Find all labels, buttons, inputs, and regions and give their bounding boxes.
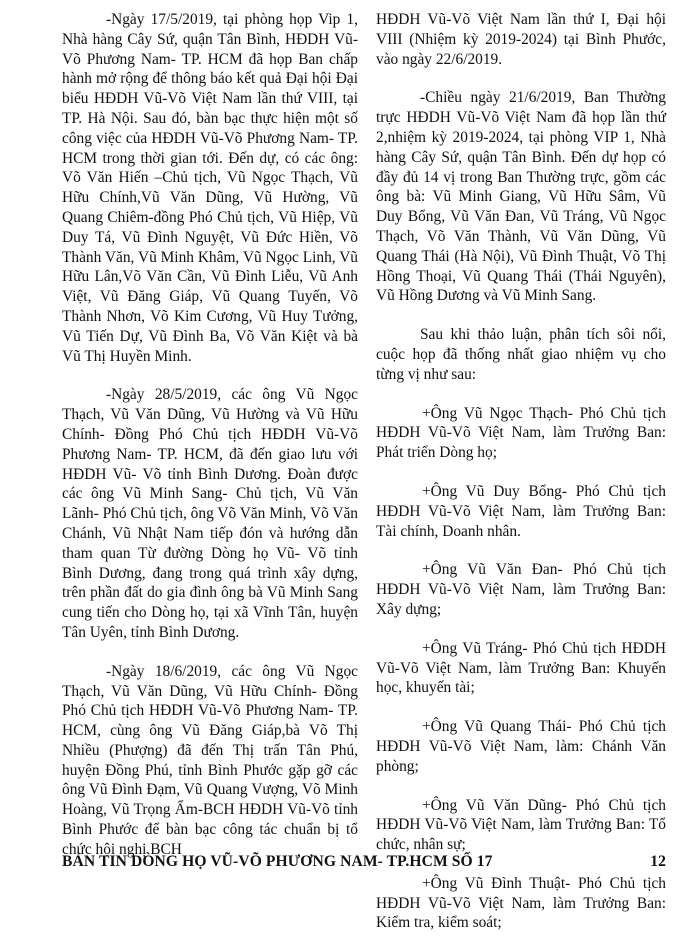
assignment-item: +Ông Vũ Văn Đan- Phó Chủ tịch HĐDH Vũ-Võ Việt Nam, làm Trưởng Ban: Xây dựng; [376, 561, 666, 618]
continued-paragraph: HĐDH Vũ-Võ Việt Nam lần thứ I, Đại hội VIII (Nhiệm kỳ 2019-2024) tại Bình Phước, vào ngày 22/6/2019. [376, 11, 666, 68]
news-item-may-17: -Ngày 17/5/2019, tại phòng họp Vip 1, Nhà hàng Cây Sứ, quận Tân Bình, HĐDH Vũ-Võ Phương Nam- TP. HCM đã họp Ban chấp hành mở rộng để thông báo kết quả Đại hội Đại biểu HĐDH Vũ-Võ Việt Nam lần thứ VIII, tại TP. Hà Nội. Sau đó, bàn bạc thực hiện một số công việc của HĐDH Vũ-Võ Phương Nam- TP. HCM trong thời gian tới. Đến dự, có các ông: Võ Văn Hiến –Chủ tịch, Vũ Ngọc Thạch, Vũ Hữu Chính,Vũ Văn Dũng, Vũ Hường, Vũ Quang Chiêm-đồng Phó Chủ tịch, Vũ Hiệp, Vũ Duy Tá, Vũ Đình Nguyệt, Vũ Đức Hiền, Võ Thành Văn, Vũ Minh Khâm, Vũ Ngọc Linh, Vũ Hữu Lân,Võ Văn Cần, Vũ Đình Liễu, Vũ Anh Việt, Vũ Đăng Giáp, Vũ Quang Tuyến, Võ Thành Nhơn, Võ Kim Cương, Vũ Huy Tưởng, Vũ Tiến Dự, Vũ Đình Ba, Võ Văn Kiệt và bà Vũ Thị Huyền Minh. [62, 11, 358, 365]
page-footer [62, 853, 666, 871]
assignment-item: +Ông Vũ Duy Bổng- Phó Chủ tịch HĐDH Vũ-Võ Việt Nam, làm Trưởng Ban: Tài chính, Doanh nhân. [376, 482, 666, 540]
assignment-item: +Ông Vũ Quang Thái- Phó Chủ tịch HĐDH Vũ-Võ Việt Nam, làm: Chánh Văn phòng; [376, 718, 666, 775]
assignment-item: +Ông Vũ Ngọc Thạch- Phó Chủ tịch HĐDH Vũ-Võ Việt Nam, làm Trưởng Ban: Phát triển Dòng họ; [376, 404, 666, 462]
news-item-june-21: -Chiều ngày 21/6/2019, Ban Thường trực HĐDH Vũ-Võ Việt Nam đã họp lần thứ 2,nhiệm kỳ 2019-2024, tại phòng VIP 1, Nhà hàng Cây Sứ, quận Tân Bình. Đến dự họp có đầy đủ 14 vị trong Ban Thường trực, gồm các ông bà: Vũ Minh Giang, Vũ Hữu Sâm, Vũ Duy Bổng, Vũ Văn Đan, Vũ Tráng, Vũ Ngọc Thạch, Võ Văn Thành, Vũ Văn Dũng, Vũ Quang Thái (Hà Nội), Vũ Đình Thuật, Võ Thị Hồng Thoại, Vũ Quang Thái (Thái Nguyên), Vũ Hồng Dương và Vũ Minh Sang. [376, 89, 666, 305]
page-number: 12 [650, 853, 666, 870]
news-item-june-18: -Ngày 18/6/2019, các ông Vũ Ngọc Thạch, Vũ Văn Dũng, Vũ Hữu Chính- Đồng Phó Chủ tịch HĐDH Vũ-Võ Phương Nam- TP. HCM, cùng ông Vũ Đăng Giáp,bà Võ Thị Nhiều (Phượng) đã đến Thị trấn Tân Phú, huyện Đồng Phú, tỉnh Bình Phước gặp gỡ các ông Vũ Đình Đạm, Vũ Quang Vượng, Võ Minh Hoàng, Vũ Trọng Ẩm-BCH HĐDH Vũ-Võ tỉnh Bình Phước để bàn bạc công tác chuẩn bị tổ chức hội nghị BCH [62, 662, 358, 858]
assignment-item: +Ông Vũ Tráng- Phó Chủ tịch HĐDH Vũ-Võ Việt Nam, làm Trưởng Ban: Khuyến học, khuyến tài; [376, 639, 666, 697]
left-column [62, 10, 358, 879]
meeting-summary: Sau khi thảo luận, phân tích sôi nổi, cuộc họp đã thống nhất giao nhiệm vụ cho từng vị như sau: [376, 326, 666, 383]
newsletter-title: BẢN TIN DÒNG HỌ VŨ-VÕ PHƯƠNG NAM- TP.HCM SỐ 17 [62, 853, 493, 870]
right-column [376, 10, 666, 952]
news-item-may-28: -Ngày 28/5/2019, các ông Vũ Ngọc Thạch, Vũ Văn Dũng, Vũ Hường và Vũ Hữu Chính- Đồng Phó Chủ tịch HĐDH Vũ-Võ Phương Nam- TP. HCM, đã đến giao lưu với HĐDH Vũ- Võ tỉnh Bình Dương. Đoàn được các ông Vũ Minh Sang- Chủ tịch, Vũ Văn Lãnh- Phó Chủ tịch, ông Võ Văn Minh, Võ Văn Chánh, Vũ Nhật Nam tiếp đón và hướng dẫn tham quan Từ đường Dòng họ Vũ- Võ tỉnh Bình Dương, đang trong quá trình xây dựng, trên phần đất do gia đình ông bà Vũ Minh Sang cung tiến cho Dòng họ, tại xã Vĩnh Tân, huyện Tân Uyên, tỉnh Bình Dương. [62, 386, 358, 641]
assignment-item: +Ông Vũ Văn Dũng- Phó Chủ tịch HĐDH Vũ-Võ Việt Nam, làm Trưởng Ban: Tổ chức, nhân sự; [376, 796, 666, 854]
assignment-item: +Ông Vũ Đình Thuật- Phó Chủ tịch HĐDH Vũ-Võ Việt Nam, làm Trưởng Ban: Kiểm tra, kiểm soát; [376, 874, 666, 932]
